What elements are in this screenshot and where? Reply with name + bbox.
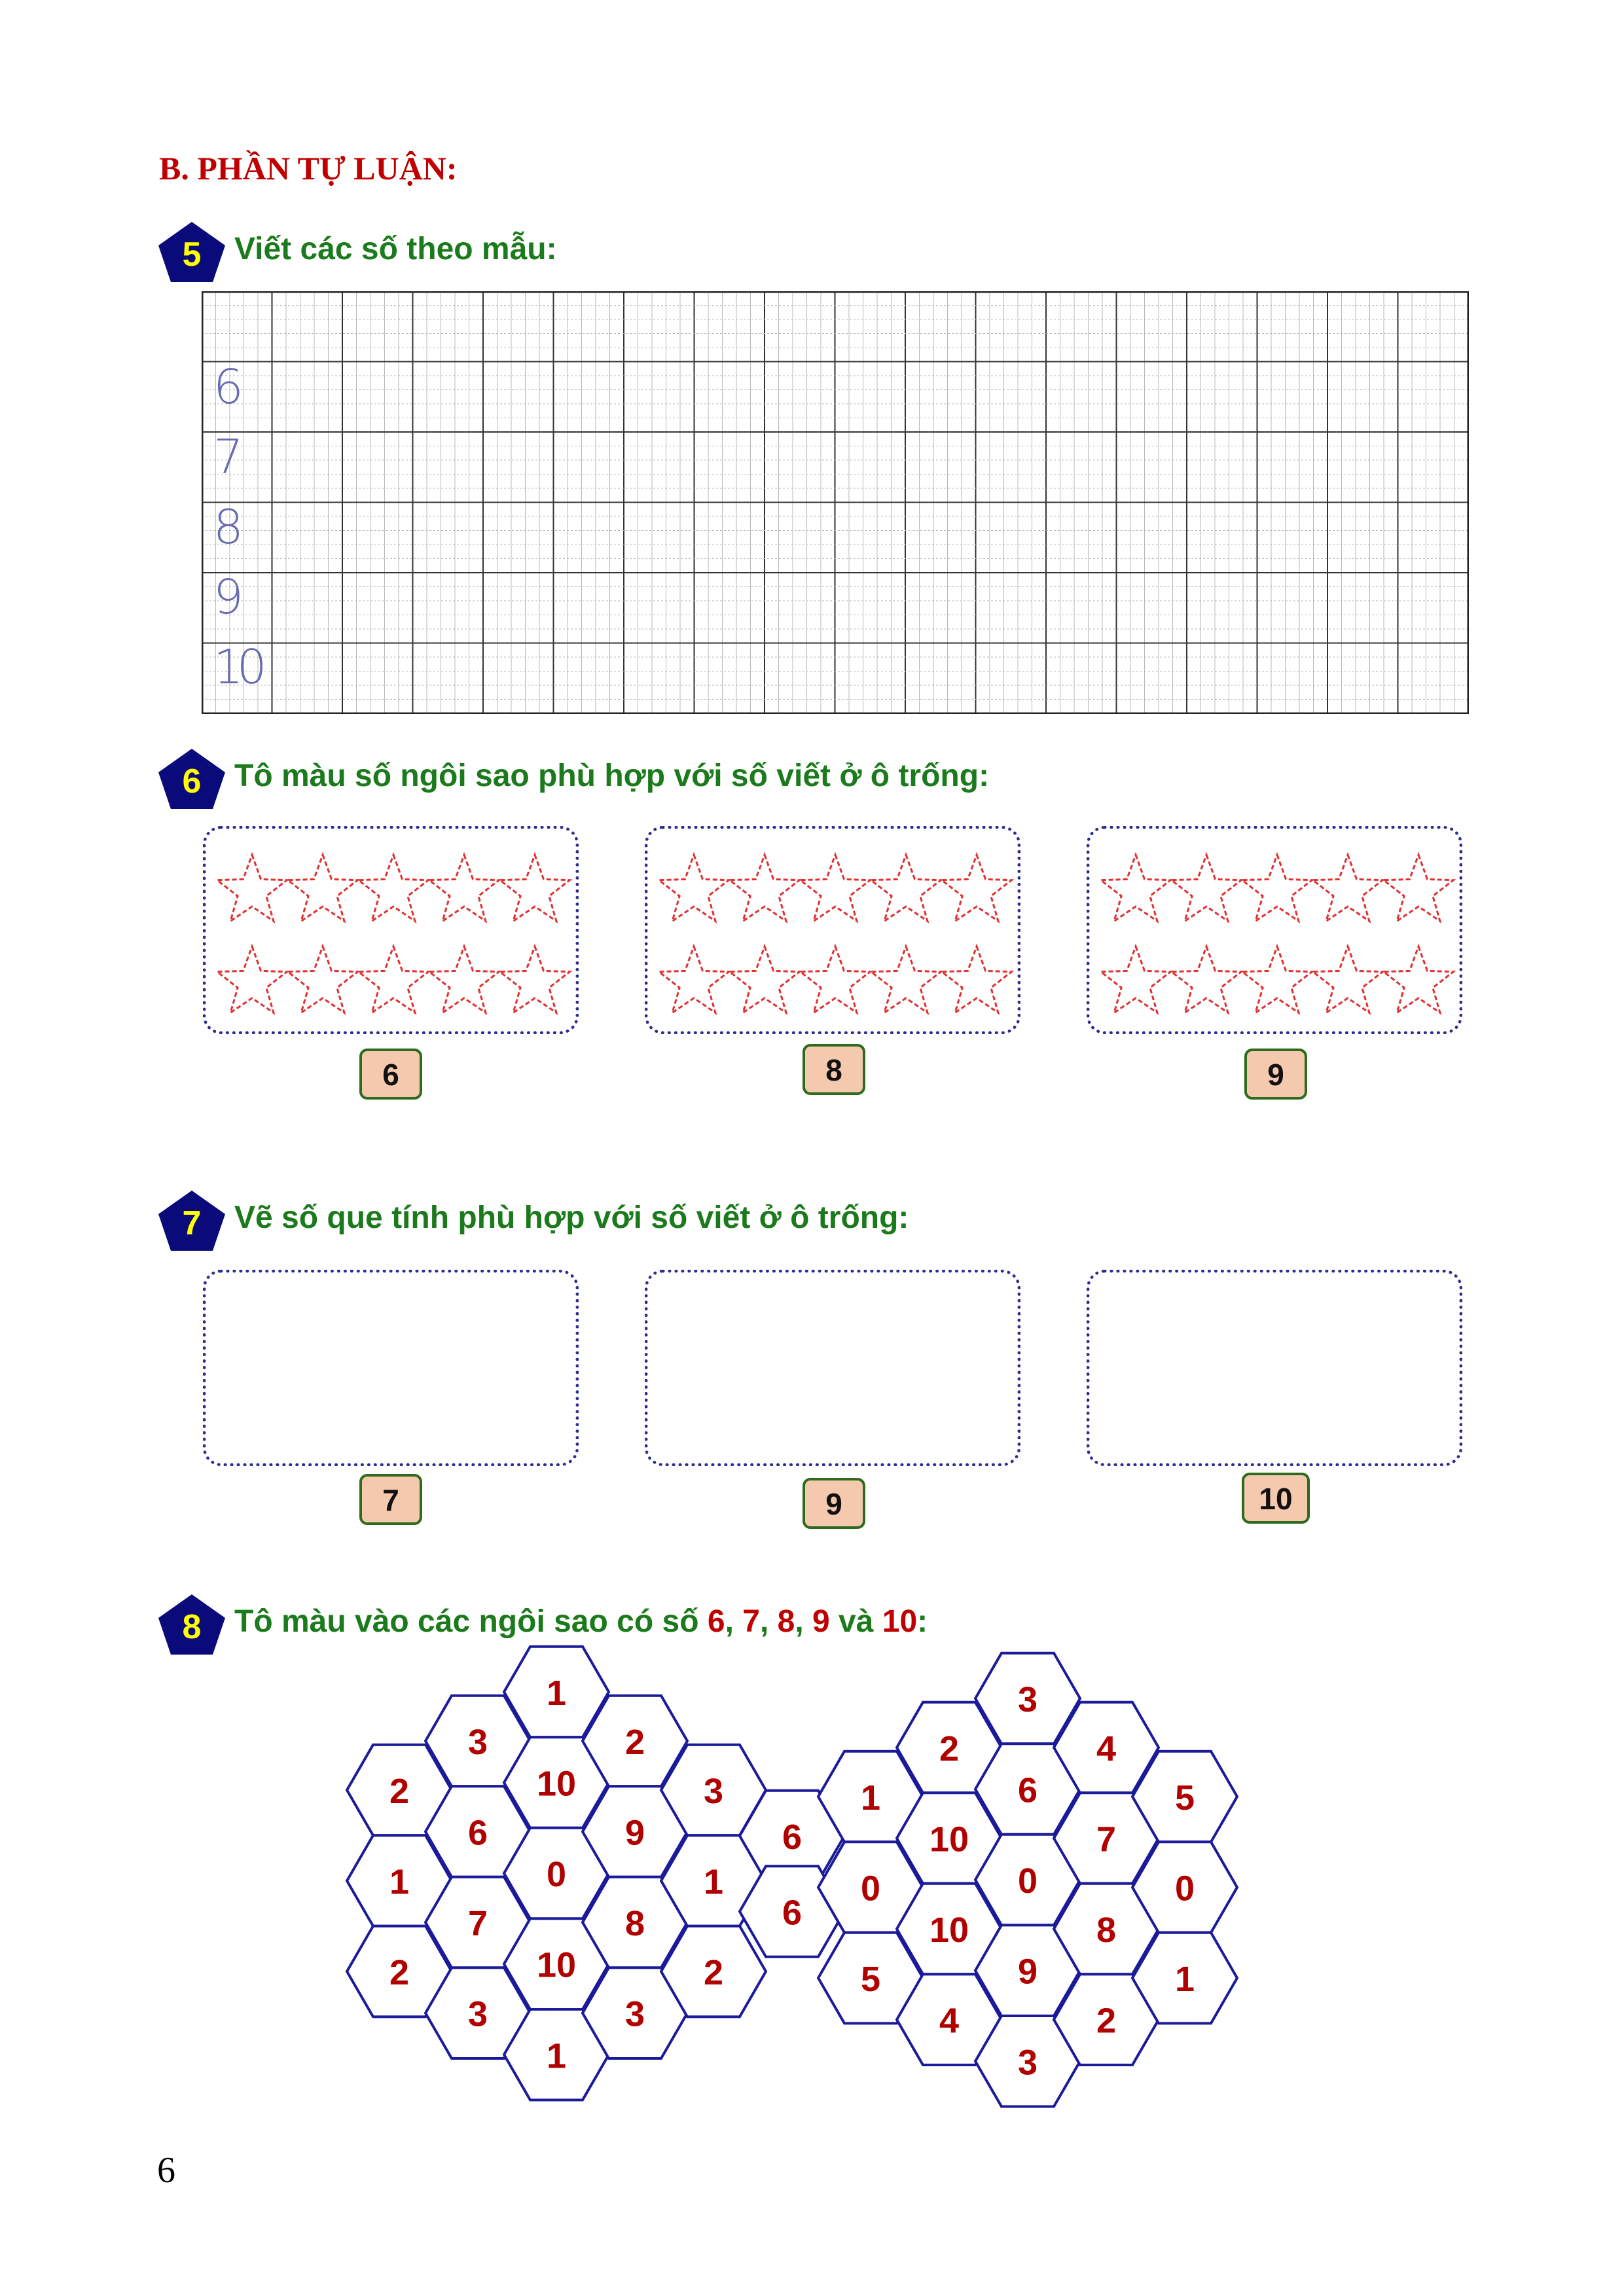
hexagon-number: 2 bbox=[703, 1953, 724, 1993]
star-icon[interactable] bbox=[429, 855, 499, 921]
and-text: và bbox=[829, 1604, 882, 1639]
star-icon[interactable] bbox=[801, 946, 871, 1013]
hexagon-number: 9 bbox=[1017, 1952, 1038, 1992]
hexagon-number: 8 bbox=[1096, 1910, 1117, 1950]
star-icon[interactable] bbox=[500, 855, 570, 921]
hexagon-number: 2 bbox=[1096, 2001, 1117, 2041]
hexagon-number: 6 bbox=[782, 1893, 803, 1933]
hexagon-number: 2 bbox=[389, 1772, 410, 1811]
writing-grid[interactable] bbox=[202, 291, 1469, 714]
title-suffix: : bbox=[917, 1604, 928, 1639]
sample-digit: 10 bbox=[213, 639, 261, 694]
hexagon-grid bbox=[340, 1636, 1283, 2160]
hexagon-number: 3 bbox=[467, 1994, 488, 2034]
star-icon[interactable] bbox=[659, 855, 729, 921]
number-box: 7 bbox=[359, 1474, 422, 1525]
hexagon-number: 6 bbox=[1017, 1770, 1038, 1810]
hexagon-number: 5 bbox=[1174, 1778, 1195, 1818]
star-icon[interactable] bbox=[1172, 946, 1242, 1013]
drawing-panel[interactable] bbox=[203, 1270, 579, 1466]
hexagon-number: 0 bbox=[860, 1869, 881, 1909]
hexagon-number: 2 bbox=[624, 1723, 645, 1762]
number-box: 9 bbox=[1244, 1049, 1307, 1100]
hexagon-puzzle bbox=[340, 1636, 1283, 2160]
star-icon[interactable] bbox=[1384, 855, 1454, 921]
hexagon-number: 3 bbox=[1017, 2043, 1038, 2083]
star-icon[interactable] bbox=[1313, 855, 1383, 921]
highlight-number: 10 bbox=[882, 1604, 918, 1639]
hexagon-number: 2 bbox=[939, 1729, 960, 1768]
hexagon-number: 3 bbox=[1017, 1680, 1038, 1719]
hexagon-number: 6 bbox=[467, 1813, 488, 1853]
star-grid bbox=[1090, 829, 1459, 1031]
sample-digit: 7 bbox=[213, 429, 244, 484]
separator: , bbox=[759, 1604, 778, 1639]
hexagon-number: 0 bbox=[1017, 1861, 1038, 1901]
star-icon[interactable] bbox=[871, 855, 941, 921]
exercise-title bbox=[234, 1604, 928, 1640]
star-panel[interactable] bbox=[1087, 826, 1462, 1034]
sample-digit: 6 bbox=[213, 359, 244, 414]
hexagon-number: 3 bbox=[703, 1772, 724, 1811]
highlight-number: 6 bbox=[707, 1604, 725, 1639]
star-panel[interactable] bbox=[203, 826, 579, 1034]
hexagon-number: 3 bbox=[467, 1723, 488, 1762]
number-box: 8 bbox=[803, 1044, 865, 1095]
hexagon-number: 1 bbox=[546, 2036, 567, 2076]
sample-digit: 8 bbox=[213, 499, 244, 554]
drawing-panel[interactable] bbox=[1087, 1270, 1462, 1466]
star-grid bbox=[206, 829, 575, 1031]
star-icon[interactable] bbox=[942, 855, 1012, 921]
star-icon[interactable] bbox=[1242, 946, 1312, 1013]
star-icon[interactable] bbox=[1101, 946, 1171, 1013]
separator: , bbox=[725, 1604, 743, 1639]
hexagon-number: 10 bbox=[929, 1820, 969, 1859]
star-icon[interactable] bbox=[659, 946, 729, 1013]
hexagon-number: 6 bbox=[782, 1818, 803, 1857]
hexagon-number: 4 bbox=[1096, 1729, 1117, 1768]
star-icon[interactable] bbox=[801, 855, 871, 921]
star-icon[interactable] bbox=[217, 855, 287, 921]
hexagon-number: 1 bbox=[1174, 1960, 1195, 2000]
exercise-number: 7 bbox=[182, 1204, 202, 1242]
star-icon[interactable] bbox=[1242, 855, 1312, 921]
exercise-number: 5 bbox=[182, 236, 202, 274]
hexagon-number: 4 bbox=[939, 2001, 960, 2041]
hexagon-number: 1 bbox=[389, 1862, 410, 1902]
exercise-title-prefix: Tô màu vào các ngôi sao có số bbox=[234, 1604, 708, 1639]
hexagon-number: 10 bbox=[929, 1910, 969, 1950]
exercise-number: 6 bbox=[182, 762, 202, 800]
hexagon-number: 1 bbox=[546, 1674, 567, 1713]
star-icon[interactable] bbox=[359, 855, 429, 921]
star-icon[interactable] bbox=[730, 946, 800, 1013]
star-icon[interactable] bbox=[730, 855, 800, 921]
star-icon[interactable] bbox=[288, 855, 358, 921]
exercise-title: Tô màu số ngôi sao phù hợp với số viết ở ô trống: bbox=[234, 759, 990, 793]
hexagon-number: 10 bbox=[536, 1945, 577, 1985]
star-icon[interactable] bbox=[1101, 855, 1171, 921]
number-box: 9 bbox=[803, 1478, 865, 1529]
star-icon[interactable] bbox=[1384, 946, 1454, 1013]
star-icon[interactable] bbox=[871, 946, 941, 1013]
hexagon-number: 8 bbox=[624, 1904, 645, 1944]
hexagon-number: 1 bbox=[860, 1778, 881, 1818]
hexagon-number: 7 bbox=[1096, 1820, 1117, 1859]
highlight-number: 8 bbox=[777, 1604, 795, 1639]
hexagon-number: 0 bbox=[546, 1855, 567, 1895]
hexagon-number: 9 bbox=[624, 1813, 645, 1853]
sample-digit: 9 bbox=[213, 569, 244, 624]
star-icon[interactable] bbox=[1172, 855, 1242, 921]
hexagon-number: 0 bbox=[1174, 1869, 1195, 1909]
hexagon-number: 1 bbox=[703, 1862, 724, 1902]
star-icon[interactable] bbox=[1313, 946, 1383, 1013]
separator: , bbox=[795, 1604, 812, 1639]
writing-grid-lines bbox=[202, 291, 1469, 714]
exercise-number: 8 bbox=[182, 1608, 202, 1646]
hexagon-number: 2 bbox=[389, 1953, 410, 1993]
section-title: B. PHẦN TỰ LUẬN: bbox=[159, 150, 458, 187]
star-icon[interactable] bbox=[429, 946, 499, 1013]
star-icon[interactable] bbox=[359, 946, 429, 1013]
number-box: 10 bbox=[1242, 1473, 1310, 1524]
hexagon-number: 3 bbox=[624, 1994, 645, 2034]
star-icon[interactable] bbox=[942, 946, 1012, 1013]
star-icon[interactable] bbox=[288, 946, 358, 1013]
hexagon-number: 7 bbox=[467, 1904, 488, 1944]
hexagon-number: 10 bbox=[536, 1764, 577, 1804]
number-box: 6 bbox=[359, 1049, 422, 1100]
exercise-title: Vẽ số que tính phù hợp với số viết ở ô trống: bbox=[234, 1200, 909, 1235]
highlight-number: 7 bbox=[742, 1604, 760, 1639]
exercise-title: Viết các số theo mẫu: bbox=[234, 232, 557, 266]
star-icon[interactable] bbox=[217, 946, 287, 1013]
page-number: 6 bbox=[157, 2150, 175, 2191]
hexagon-number: 5 bbox=[860, 1960, 881, 2000]
star-icon[interactable] bbox=[500, 946, 570, 1013]
highlight-number: 9 bbox=[812, 1604, 830, 1639]
star-panel[interactable] bbox=[645, 826, 1020, 1034]
drawing-panel[interactable] bbox=[645, 1270, 1020, 1466]
star-grid bbox=[648, 829, 1017, 1031]
